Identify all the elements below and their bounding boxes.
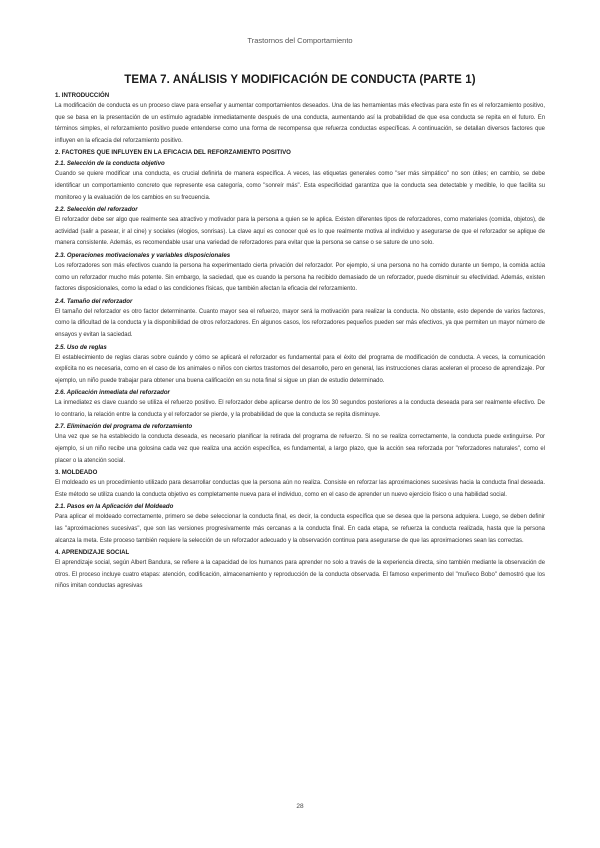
paragraph: La inmediatez es clave cuando se utiliza el refuerzo positivo. El reforzador debe aplicarse dentro de los 30 segundos posteriores a la conducta deseada para ser realmente efectivo. De lo contrario, la relación entre la conducta y el reforzador se pierde, y la probabilidad de que la conducta se repita disminuye. xyxy=(55,400,545,418)
subsection-heading: 2.4. Tamaño del reforzador xyxy=(55,297,133,305)
page-title: TEMA 7. ANÁLISIS Y MODIFICACIÓN DE CONDUCTA (PARTE 1) xyxy=(124,74,476,86)
subsection-heading: 2.5. Uso de reglas xyxy=(55,343,107,351)
paragraph: El tamaño del reforzador es otro factor determinante. Cuanto mayor sea el refuerzo, mayor será la motivación para realizar la conducta. No obstante, esto depende de varios factores, como la dificultad de la conducta y la disponibilidad de otros reforzadores. En algunos casos, los reforzadores pequeños pueden ser más efectivos, ya que permiten un mayor número de ensayos y evitan la saciedad. xyxy=(55,308,545,338)
paragraph: Una vez que se ha establecido la conducta deseada, es necesario planificar la retirada del programa de refuerzo. Si no se realiza correctamente, la conducta puede extinguirse. Por ejemplo, si un niño recibe una golosina cada vez que realiza una acción específica, es fundamental, a largo plazo, que la acción sea reforzada por "reforzadores naturales", como el placer o la atención social. xyxy=(55,434,545,464)
document-body xyxy=(55,90,545,593)
page-number: 28 xyxy=(296,803,304,810)
section-heading-moldeado: 3. MOLDEADO xyxy=(55,469,98,477)
paragraph: La modificación de conducta es un proceso clave para enseñar y aumentar comportamientos deseados. Una de las herramientas más efectivas para este fin es el reforzamiento positivo, que se basa en la presentación de un estímulo agradable inmediatamente después de una conducta, aumentando así la probabilidad de que esa conducta se repita en el futuro. En términos simples, el reforzamiento positivo puede entenderse como una forma de recompensa que refuerza conductas específicas. A continuación, se detallan diversos factores que influyen en la eficacia del reforzamiento positivo. xyxy=(55,103,545,144)
paragraph: El aprendizaje social, según Albert Bandura, se refiere a la capacidad de los humanos para aprender no solo a través de la experiencia directa, sino también mediante la observación de otros. El proceso incluye cuatro etapas: atención, codificación, almacenamiento y reproducción de la conducta observada. El famoso experimento del "muñeco Bobo" demostró que los niños imitan conductas agresivas xyxy=(55,560,545,590)
paragraph: Para aplicar el moldeado correctamente, primero se debe seleccionar la conducta final, es decir, la conducta específica que se desea que la persona adquiera. Luego, se deben definir las "aproximaciones sucesivas", que son las versiones progresivamente más cercanas a la conducta final. En cada etapa, se refuerza la conducta realizada, hasta que la persona alcanza la meta. Este proceso también requiere la selección de un reforzador adecuado y la observación continua para asegurarse de que las aproximaciones sean las correctas. xyxy=(55,514,545,544)
subsection-heading: 2.3. Operaciones motivacionales y variables disposicionales xyxy=(55,251,231,259)
paragraph: Los reforzadores son más efectivos cuando la persona ha experimentado cierta privación del reforzador. Por ejemplo, si una persona no ha comido durante un tiempo, la comida actúa como un reforzador mucho más potente. Sin embargo, la saciedad, que es cuando la persona ha recibido demasiado de un reforzador, puede disminuir su efectividad. Además, existen factores disposicionales, como la edad o las condiciones físicas, que también afectan la eficacia del reforzamiento. xyxy=(55,262,545,293)
subsection-heading: 2.1. Pasos en la Aplicación del Moldeado xyxy=(55,503,174,511)
section-heading-factores: 2. FACTORES QUE INFLUYEN EN LA EFICACIA DEL REFORZAMIENTO POSITIVO xyxy=(55,149,291,157)
subsection-heading: 2.6. Aplicación inmediata del reforzador xyxy=(55,389,170,397)
subsection-heading: 2.2. Selección del reforzador xyxy=(55,206,138,214)
paragraph: El moldeado es un procedimiento utilizado para desarrollar conductas que la persona aún no realiza. Consiste en reforzar las aproximaciones sucesivas hacia la conducta final deseada. Este método se utiliza cuando la conducta objetivo es completamente nueva para el individuo, como en el caso de aprender un nuevo ejercicio físico o una habilidad social. xyxy=(55,480,545,498)
paragraph: El establecimiento de reglas claras sobre cuándo y cómo se aplicará el reforzador es fundamental para el éxito del programa de modificación de conducta. A veces, la comunicación explícita no es necesaria, como en el caso de los animales o niños con ciertos trastornos del desarrollo, pero en general, las instrucciones claras aceleran el proceso de aprendizaje. Por ejemplo, un niño puede trabajar para obtener una buena calificación en su nota final si sigue un plan de estudio determinado. xyxy=(55,354,545,384)
paragraph: Cuando se quiere modificar una conducta, es crucial definirla de manera específica. A veces, las etiquetas generales como "ser más simpático" no son útiles; en cambio, se debe identificar un comportamiento concreto que represente esa categoría, como "sonreír más". Esta especificidad garantiza que la conducta sea detectable y medible, lo que facilita su monitoreo y la evaluación de los cambios en su frecuencia. xyxy=(55,171,545,201)
paragraph: El reforzador debe ser algo que realmente sea atractivo y motivador para la persona a quien se le aplica. Existen diferentes tipos de reforzadores, como materiales (comida, objetos), de actividad (salir a pasear, ir al cine) y sociales (elogios, sonrisas). La clave aquí es conocer qué es lo que realmente motiva al individuo y asegurarse de que el reforzador se aplique de manera consistente. Además, es recomendable usar una variedad de reforzadores para evitar que la persona se canse o se sature de uno solo. xyxy=(55,217,545,247)
subsection-heading: 2.7. Eliminación del programa de reforzamiento xyxy=(55,423,193,431)
section-heading-aprendizaje-social: 4. APRENDIZAJE SOCIAL xyxy=(55,549,130,557)
section-heading-introduccion: 1. INTRODUCCIÓN xyxy=(55,92,110,99)
running-header: Trastornos del Comportamiento xyxy=(247,36,353,45)
subsection-heading: 2.1. Selección de la conducta objetivo xyxy=(55,160,165,168)
